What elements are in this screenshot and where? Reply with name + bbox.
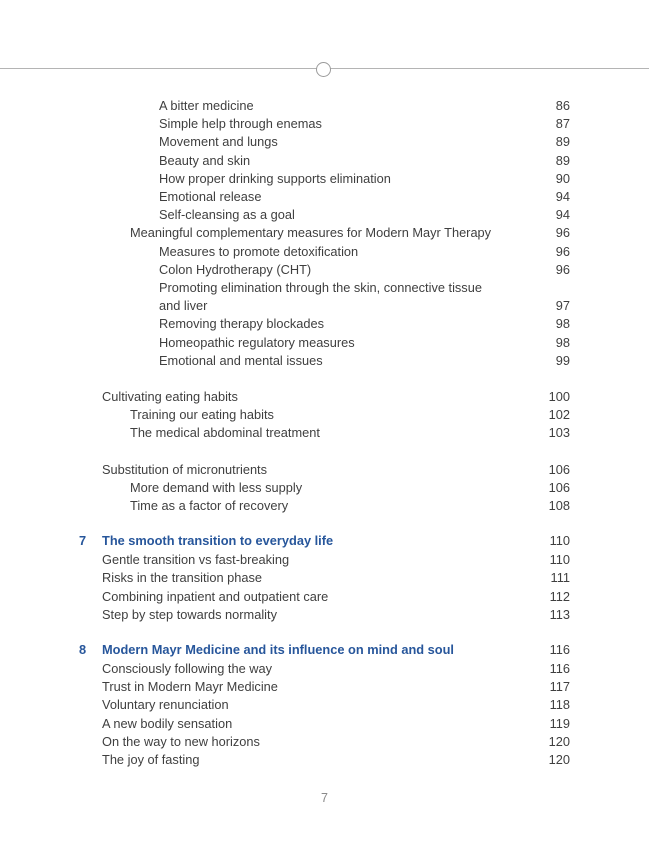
toc-entry-row[interactable] [0, 97, 649, 115]
toc-entry-row[interactable] [0, 243, 649, 261]
toc-list [0, 97, 649, 769]
toc-entry-page-number: 98 [555, 334, 570, 350]
toc-entry-title: Cultivating eating habits [102, 389, 238, 405]
toc-entry-row[interactable] [0, 279, 649, 315]
toc-entry-title: Colon Hydrotherapy (CHT) [159, 261, 312, 277]
toc-entry-title: A new bodily sensation [102, 715, 233, 731]
toc-entry-page-number: 117 [549, 679, 570, 695]
toc-entry-title: Emotional release [159, 189, 262, 205]
toc-entry-title: A bitter medicine [159, 98, 254, 113]
toc-entry-title: Simple help through enemas [159, 116, 322, 132]
toc-entry-row[interactable] [0, 678, 649, 696]
toc-entry-row[interactable] [0, 733, 649, 751]
toc-entry-row[interactable] [0, 315, 649, 333]
toc-entry-title: On the way to new horizons [102, 733, 260, 749]
toc-entry-row[interactable] [0, 715, 649, 733]
chapter-title: Modern Mayr Medicine and its influence on mind and soul [102, 642, 454, 658]
toc-entry-row[interactable] [0, 479, 649, 497]
toc-entry-page-number: 97 [555, 298, 570, 314]
toc-entry-page-number: 110 [549, 533, 570, 549]
toc-entry-title: Gentle transition vs fast-breaking [102, 552, 290, 568]
toc-entry-page-number: 98 [555, 316, 570, 332]
toc-entry-row[interactable] [0, 497, 649, 515]
toc-entry-page-number: 108 [548, 498, 570, 514]
toc-entry-row[interactable] [0, 224, 649, 242]
toc-entry-title: Beauty and skin [159, 152, 251, 168]
toc-entry-title: Training our eating habits [130, 407, 274, 423]
toc-entry-title: Movement and lungs [159, 134, 278, 150]
toc-entry-page-number: 103 [548, 425, 570, 441]
toc-entry-page-number: 96 [555, 261, 570, 277]
toc-entry-page-number: 102 [548, 407, 570, 423]
toc-entry-page-number: 113 [549, 606, 570, 622]
toc-entry-title: Substitution of micronutrients [102, 461, 268, 477]
toc-entry-row[interactable] [0, 751, 649, 769]
toc-entry-title: Risks in the transition phase [102, 570, 263, 586]
toc-entry-page-number: 116 [549, 642, 570, 658]
toc-entry-page-number: 110 [549, 552, 570, 568]
toc-entry-row[interactable] [0, 406, 649, 424]
toc-chapter-row[interactable] [0, 531, 649, 551]
toc-entry-page-number: 106 [548, 461, 570, 477]
toc-entry-title: Emotional and mental issues [159, 352, 323, 368]
toc-entry-page-number: 99 [555, 352, 570, 368]
toc-entry-row[interactable] [0, 551, 649, 569]
toc-entry-row[interactable] [0, 188, 649, 206]
toc-entry-row[interactable] [0, 115, 649, 133]
toc-entry-page-number: 111 [550, 570, 570, 586]
toc-entry-title: Homeopathic regulatory measures [159, 334, 355, 350]
toc-entry-title: Self-cleansing as a goal [159, 207, 295, 223]
toc-entry-row[interactable] [0, 152, 649, 170]
toc-entry-page-number: 86 [555, 98, 570, 113]
toc-entry-row[interactable] [0, 461, 649, 479]
toc-entry-row[interactable] [0, 334, 649, 352]
toc-entry-page-number: 100 [548, 389, 570, 405]
circle-ornament-icon [316, 62, 331, 77]
chapter-title: The smooth transition to everyday life [102, 533, 334, 549]
toc-entry-title: The joy of fasting [102, 752, 200, 768]
toc-entry-title: Combining inpatient and outpatient care [102, 588, 329, 604]
toc-entry-row[interactable] [0, 569, 649, 587]
toc-entry-row[interactable] [0, 133, 649, 151]
toc-chapter-row[interactable] [0, 640, 649, 660]
toc-entry-row[interactable] [0, 588, 649, 606]
chapter-number: 8 [79, 642, 87, 658]
toc-entry-row[interactable] [0, 660, 649, 678]
toc-entry-title: Trust in Modern Mayr Medicine [102, 679, 278, 695]
toc-entry-page-number: 94 [555, 189, 570, 205]
toc-entry-row[interactable] [0, 206, 649, 224]
page-number: 7 [321, 791, 328, 805]
toc-entry-page-number: 89 [555, 134, 570, 150]
toc-entry-page-number: 96 [555, 225, 570, 241]
toc-entry-row[interactable] [0, 696, 649, 714]
toc-entry-page-number: 106 [548, 479, 570, 495]
toc-entry-title: Measures to promote detoxification [159, 243, 359, 259]
toc-entry-title: Meaningful complementary measures for Modern Mayr Therapy [130, 225, 492, 241]
toc-entry-title: How proper drinking supports elimination [159, 170, 391, 186]
toc-entry-title: Promoting elimination through the skin, connective tissue and liver [159, 280, 482, 314]
toc-entry-page-number: 89 [555, 152, 570, 168]
toc-entry-page-number: 116 [549, 661, 570, 677]
toc-entry-page-number: 112 [549, 588, 570, 604]
toc-entry-title: Consciously following the way [102, 661, 272, 677]
toc-entry-title: The medical abdominal treatment [130, 425, 320, 441]
toc-entry-title: More demand with less supply [130, 479, 303, 495]
toc-entry-row[interactable] [0, 170, 649, 188]
toc-entry-title: Step by step towards normality [102, 606, 277, 622]
toc-entry-title: Voluntary renunciation [102, 697, 229, 713]
toc-entry-page-number: 90 [555, 170, 570, 186]
toc-entry-page-number: 119 [549, 715, 570, 731]
toc-entry-row[interactable] [0, 261, 649, 279]
chapter-number: 7 [79, 533, 87, 549]
toc-entry-row[interactable] [0, 424, 649, 442]
toc-entry-page-number: 120 [548, 733, 570, 749]
toc-entry-title: Time as a factor of recovery [130, 498, 289, 514]
toc-entry-row[interactable] [0, 606, 649, 624]
toc-entry-title: Removing therapy blockades [159, 316, 325, 332]
toc-entry-row[interactable] [0, 352, 649, 370]
toc-entry-page-number: 94 [555, 207, 570, 223]
toc-entry-page-number: 87 [555, 116, 570, 132]
toc-entry-page-number: 96 [555, 243, 570, 259]
toc-entry-page-number: 118 [549, 697, 570, 713]
toc-entry-page-number: 120 [548, 752, 570, 768]
toc-entry-row[interactable] [0, 388, 649, 406]
